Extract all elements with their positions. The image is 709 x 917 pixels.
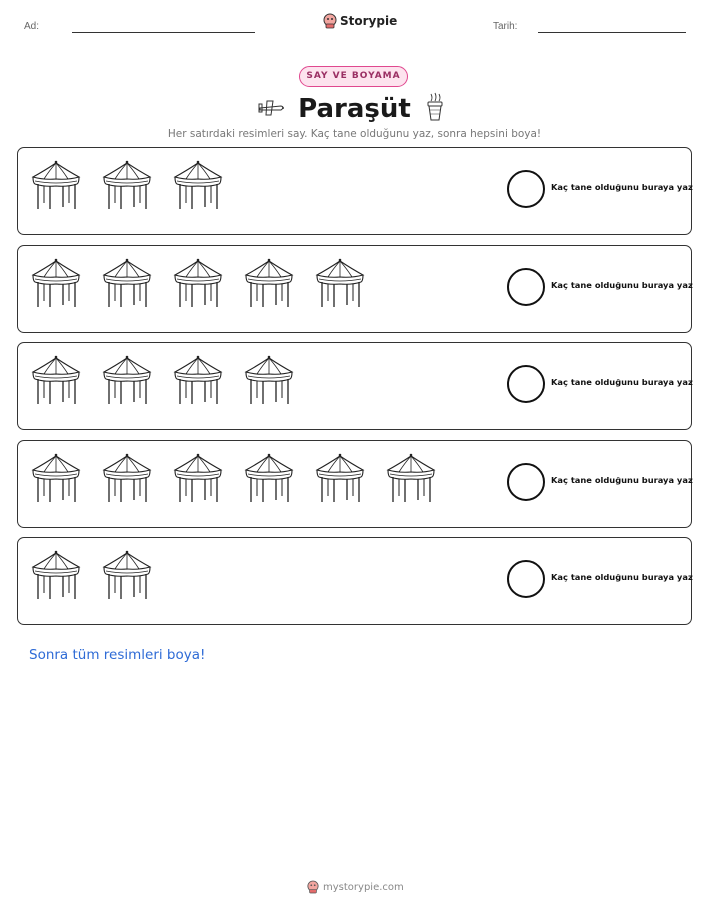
parachute-icon[interactable] — [101, 549, 154, 604]
answer-circle[interactable] — [507, 463, 545, 501]
site-footer — [307, 880, 404, 894]
parachute-icon[interactable] — [243, 257, 296, 312]
parachute-icon[interactable] — [101, 452, 154, 507]
parachute-icon[interactable] — [101, 354, 154, 409]
picture-group — [30, 257, 367, 312]
parachute-icon[interactable] — [243, 452, 296, 507]
write-here-label: Kaç tane olduğunu buraya yaz — [551, 377, 693, 387]
parachute-icon[interactable] — [243, 354, 296, 409]
count-row — [17, 342, 692, 430]
site-url: mystorypie.com — [323, 881, 404, 893]
write-here-label: Kaç tane olduğunu buraya yaz — [551, 475, 693, 485]
mascot-icon — [323, 13, 337, 29]
instructions: Her satırdaki resimleri say. Kaç tane olduğunu yaz, sonra hepsini boya! — [167, 128, 542, 140]
date-line — [538, 32, 686, 33]
parachute-icon[interactable] — [30, 549, 83, 604]
count-row — [17, 245, 692, 333]
parachute-icon[interactable] — [172, 354, 225, 409]
activity-badge: SAY VE BOYAMA — [299, 66, 408, 87]
picture-group — [30, 354, 296, 409]
coloring-note: Sonra tüm resimleri boya! — [29, 647, 206, 663]
parachute-icon[interactable] — [30, 452, 83, 507]
brand-name: Storypie — [340, 14, 398, 28]
parachute-icon[interactable] — [172, 452, 225, 507]
mascot-icon — [307, 880, 319, 894]
parachute-icon[interactable] — [314, 257, 367, 312]
parachute-icon[interactable] — [30, 257, 83, 312]
write-here-label: Kaç tane olduğunu buraya yaz — [551, 182, 693, 192]
parachute-icon[interactable] — [30, 159, 83, 214]
parachute-icon[interactable] — [172, 159, 225, 214]
flower-pot-icon — [425, 92, 445, 122]
date-label: Tarih: — [493, 21, 518, 32]
count-row — [17, 147, 692, 235]
answer-circle[interactable] — [507, 170, 545, 208]
picture-group — [30, 159, 225, 214]
name-line — [72, 32, 255, 33]
name-label: Ad: — [24, 21, 40, 32]
page-title: Paraşüt — [298, 94, 411, 124]
title-area — [0, 92, 709, 126]
parachute-icon[interactable] — [30, 354, 83, 409]
parachute-icon[interactable] — [172, 257, 225, 312]
picture-group — [30, 452, 438, 507]
answer-circle[interactable] — [507, 560, 545, 598]
picture-group — [30, 549, 154, 604]
write-here-label: Kaç tane olduğunu buraya yaz — [551, 280, 693, 290]
brand-logo — [323, 13, 397, 29]
parachute-icon[interactable] — [101, 257, 154, 312]
answer-circle[interactable] — [507, 268, 545, 306]
write-here-label: Kaç tane olduğunu buraya yaz — [551, 572, 693, 582]
count-row — [17, 537, 692, 625]
count-row — [17, 440, 692, 528]
parachute-icon[interactable] — [101, 159, 154, 214]
answer-circle[interactable] — [507, 365, 545, 403]
parachute-icon[interactable] — [385, 452, 438, 507]
parachute-icon[interactable] — [314, 452, 367, 507]
